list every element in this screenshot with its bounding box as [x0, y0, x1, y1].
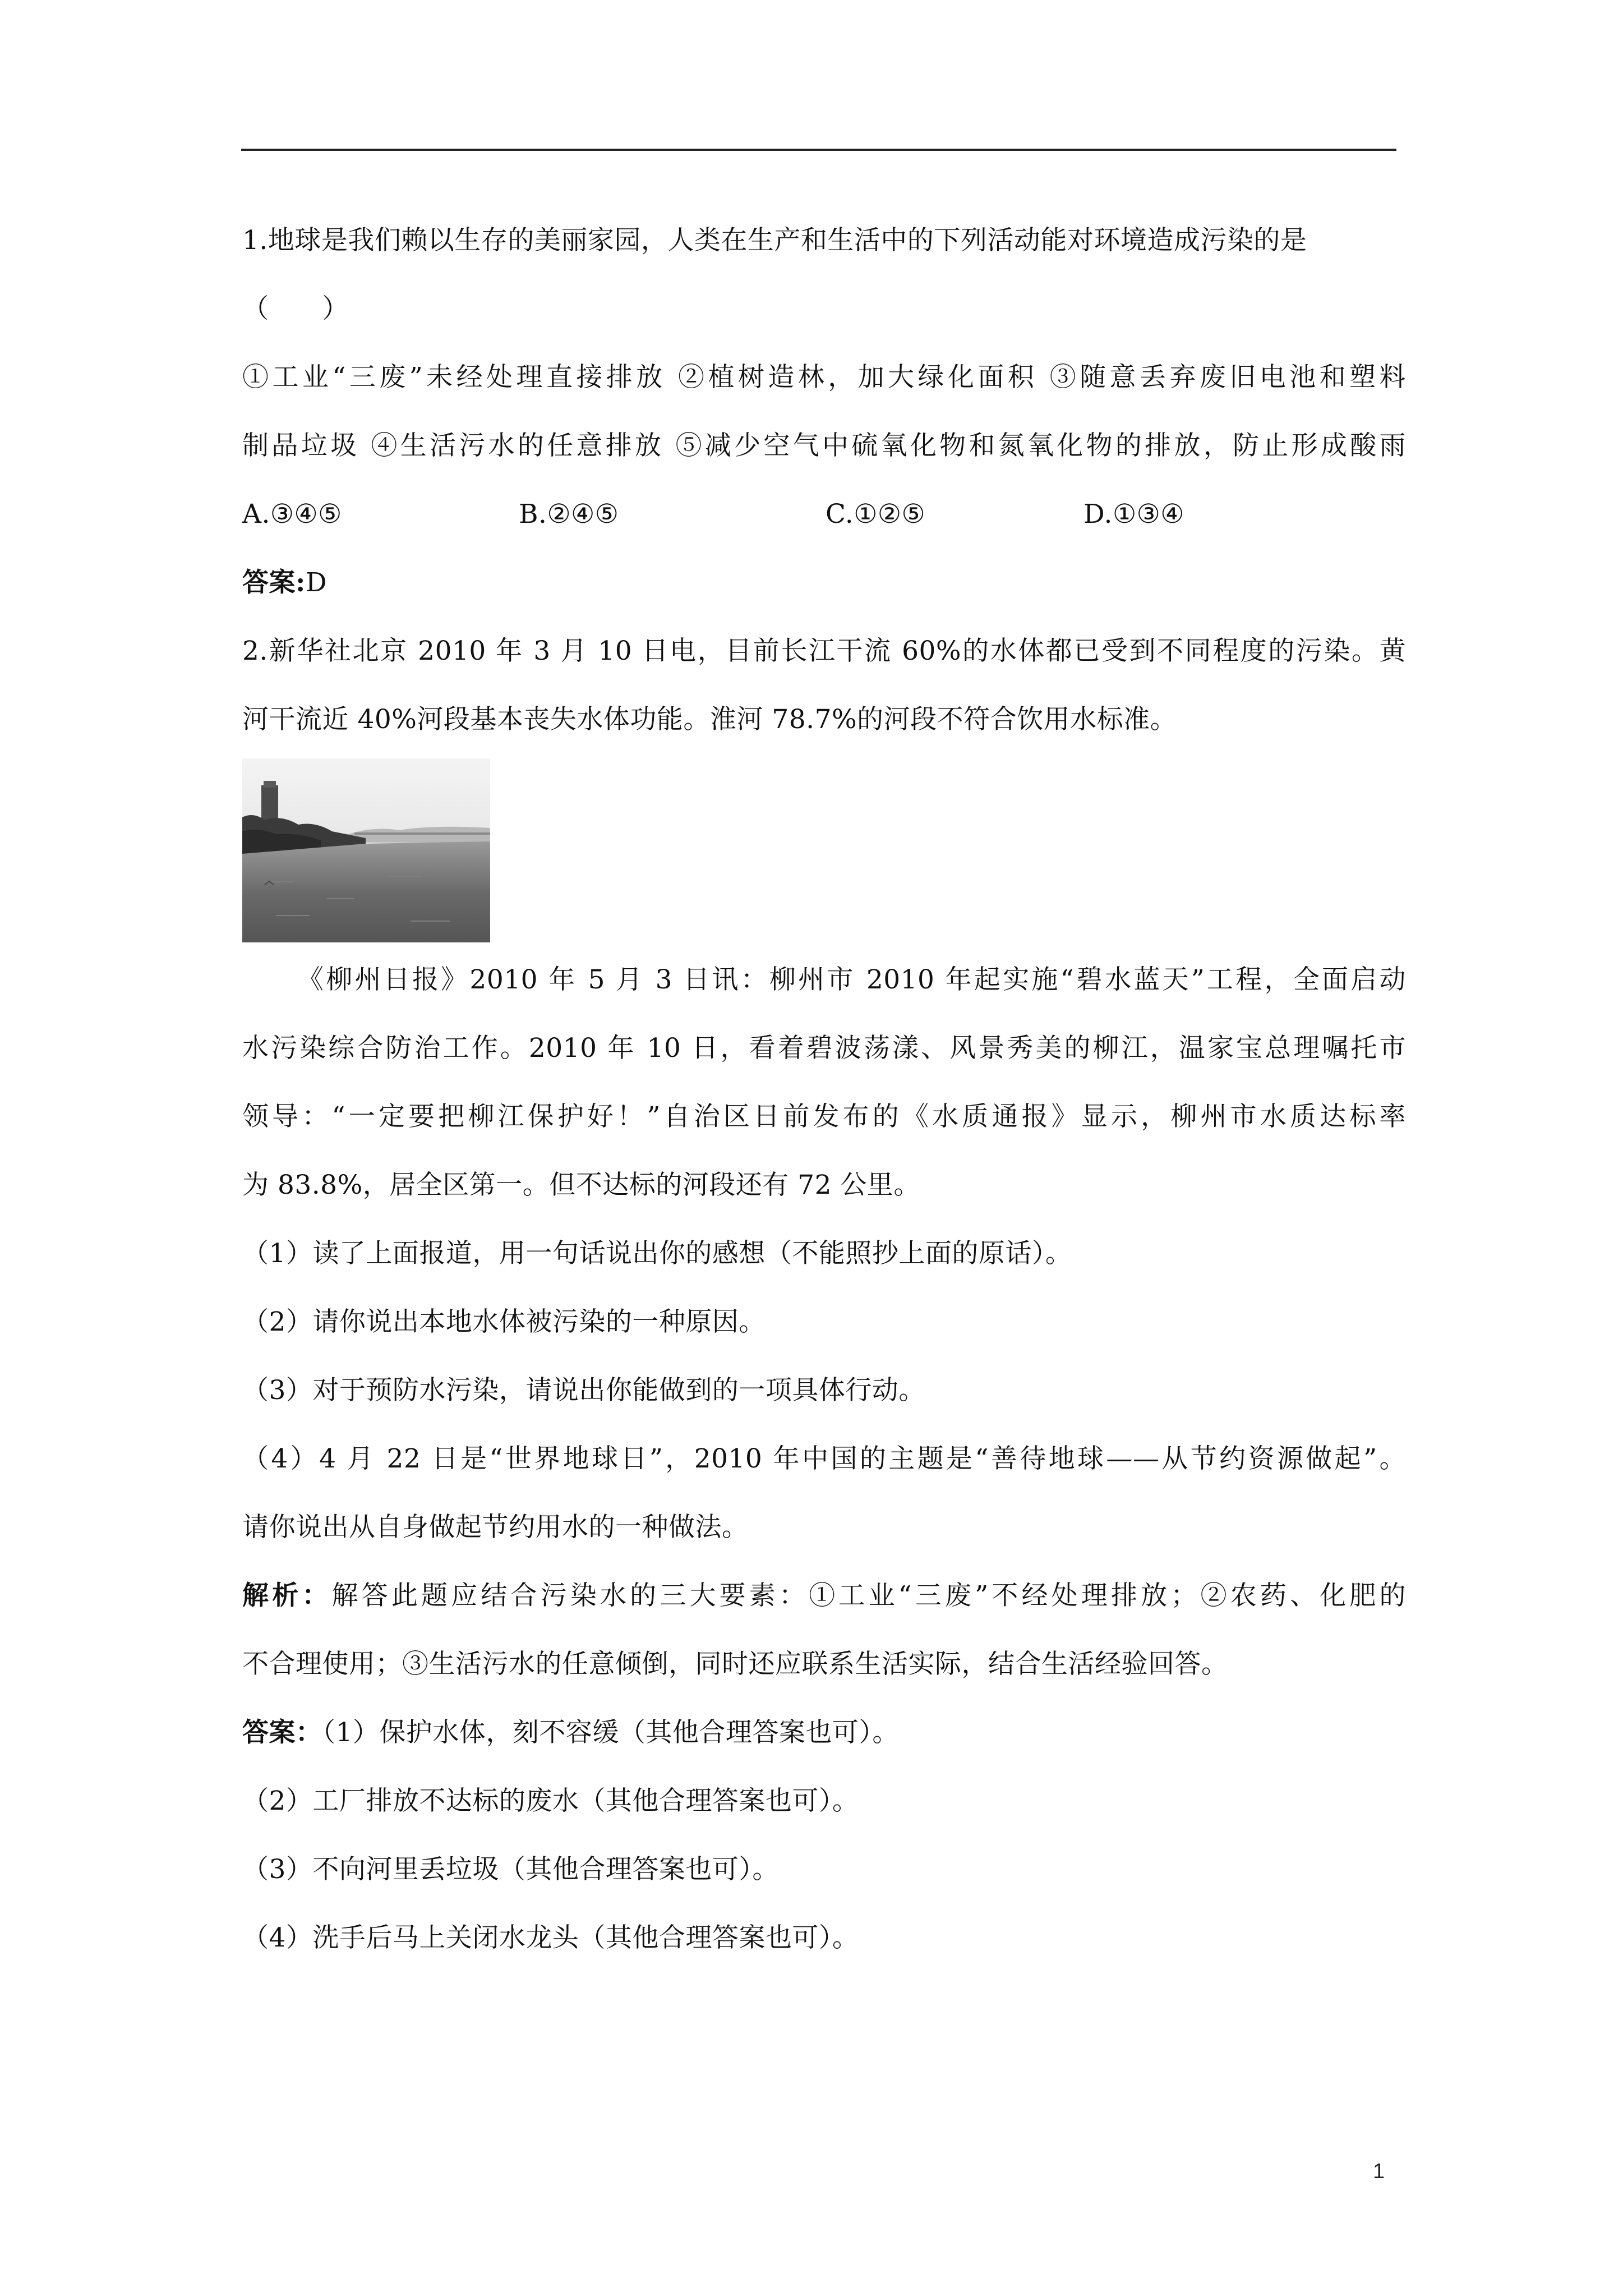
option-d: D.①③④: [1083, 499, 1184, 530]
report-line1: 《柳州日报》2010 年 5 月 3 日讯：柳州市 2010 年起实施“碧水蓝天”工程，全面启动: [297, 964, 1406, 995]
analysis-line1: [242, 1562, 1406, 1630]
q2-sub4-line2: 请你说出从自身做起节约用水的一种做法。: [242, 1512, 749, 1543]
analysis-text: 解答此题应结合污染水的三大要素：①工业“三废”不经处理排放；②农药、化肥的: [331, 1580, 1406, 1611]
option-a: A.③④⑤: [242, 499, 342, 530]
q2-sub2: （2）请你说出本地水体被污染的一种原因。: [242, 1306, 766, 1337]
document-body: [242, 206, 1406, 1972]
q1-answer-value: D: [305, 567, 328, 598]
q2-answer-4: （4）洗手后马上关闭水龙头（其他合理答案也可）。: [242, 1922, 859, 1953]
option-c: C.①②⑤: [826, 499, 926, 530]
q1-stem: 1.地球是我们赖以生存的美丽家园，人类在生产和生活中的下列活动能对环境造成污染的是: [242, 225, 1307, 256]
q2-answer-2: （2）工厂排放不达标的废水（其他合理答案也可）。: [242, 1786, 859, 1816]
q2-answer-1-text: （1）保护水体，刻不容缓（其他合理答案也可）。: [322, 1717, 899, 1748]
option-b: B.②④⑤: [519, 499, 619, 530]
analysis-label: 解析：: [242, 1580, 332, 1611]
q2-answer-3: （3）不向河里丢垃圾（其他合理答案也可）。: [242, 1854, 779, 1885]
river-photo-image: [242, 758, 490, 942]
report-line2: 水污染综合防治工作。2010 年 10 日，看着碧波荡漾、风景秀美的柳江，温家宝总理嘱托市: [242, 1033, 1406, 1064]
q2-stem-line1: 2.新华社北京 2010 年 3 月 10 日电，目前长江干流 60%的水体都已受到不同程度的污染。黄: [242, 636, 1406, 666]
q2-stem-line2: 河干流近 40%河段基本丧失水体功能。淮河 78.7%的河段不符合饮用水标准。: [242, 704, 1177, 735]
q1-answer-label: 答案:: [242, 567, 306, 598]
header-rule: [241, 149, 1396, 151]
q1-items-line1: ①工业“三废”未经处理直接排放 ②植树造林，加大绿化面积 ③随意丢弃废旧电池和塑料: [242, 362, 1406, 393]
q2-answer-1: [242, 1699, 1406, 1767]
analysis-line2: 不合理使用；③生活污水的任意倾倒，同时还应联系生活实际，结合生活经验回答。: [242, 1649, 1228, 1680]
report-line3: 领导：“一定要把柳江保护好！”自治区日前发布的《水质通报》显示，柳州市水质达标率: [242, 1101, 1406, 1132]
q2-sub4-line1: （4）4 月 22 日是“世界地球日”，2010 年中国的主题是“善待地球——从节约资源做起”。: [242, 1443, 1406, 1474]
q2-sub1: （1）读了上面报道，用一句话说出你的感想（不能照抄上面的原话）。: [242, 1238, 1072, 1269]
q1-items-line2: 制品垃圾 ④生活污水的任意排放 ⑤减少空气中硫氧化物和氮氧化物的排放，防止形成酸雨: [242, 430, 1406, 461]
page-number: 1: [1373, 2160, 1385, 2183]
q1-options: [242, 480, 1406, 549]
q2-answer-label: 答案：: [242, 1717, 322, 1748]
q1-blank: （ ）: [242, 293, 349, 324]
q2-sub3: （3）对于预防水污染，请说出你能做到的一项具体行动。: [242, 1375, 925, 1406]
report-line4: 为 83.8%，居全区第一。但不达标的河段还有 72 公里。: [242, 1170, 920, 1200]
q1-answer: [242, 549, 1406, 617]
river-photo: [242, 758, 490, 942]
